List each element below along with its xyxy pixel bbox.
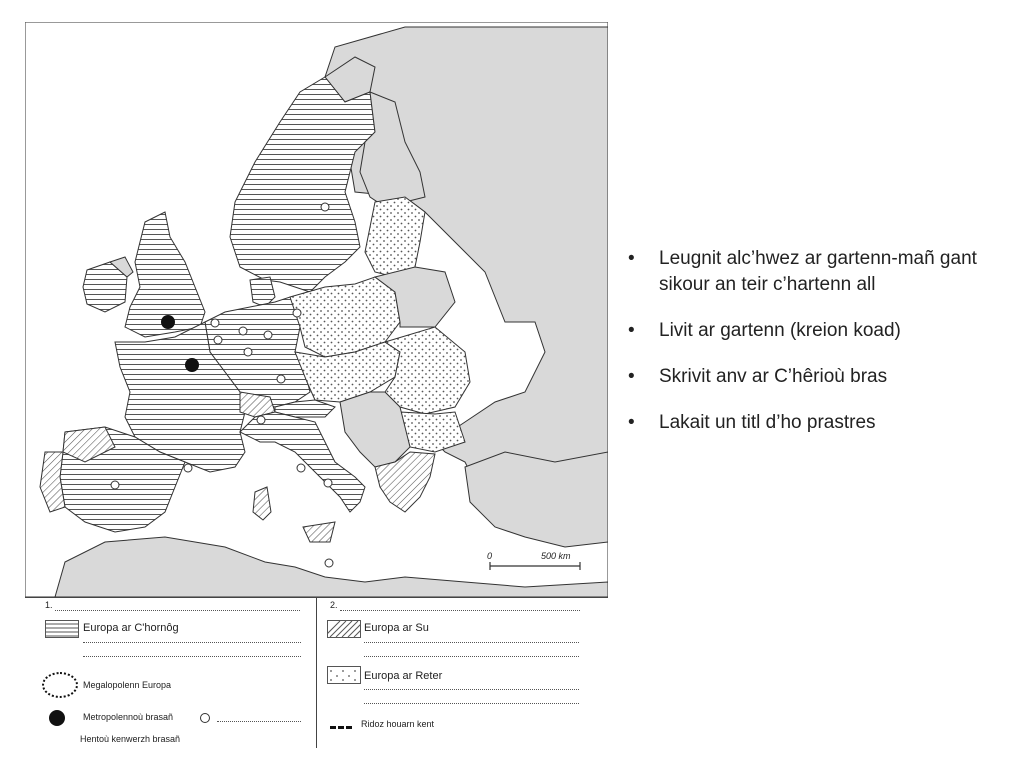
trade-city-symbol xyxy=(200,713,210,723)
instruction-item xyxy=(628,364,1008,390)
bullet: • xyxy=(628,366,635,387)
scale-end: 500 km xyxy=(541,551,571,561)
legend-eastern-europe: Europa ar Reter xyxy=(364,670,443,682)
legend-divider xyxy=(316,598,317,748)
legend-line xyxy=(217,721,301,722)
europe-map xyxy=(25,22,608,597)
megalopolis-symbol xyxy=(42,672,78,698)
legend-line xyxy=(364,703,579,704)
legend-section2-number: 2. xyxy=(330,600,338,610)
legend xyxy=(25,597,608,748)
legend-section1-number: 1. xyxy=(45,600,53,610)
metropolis-london xyxy=(161,315,175,329)
legend-railway: Ridoz houarn kent xyxy=(361,719,435,729)
legend-line xyxy=(364,642,579,643)
instruction-text: Lakait un titl d’ho prastres xyxy=(659,412,876,433)
legend-line xyxy=(83,656,301,657)
legend-line xyxy=(364,656,579,657)
metropolis-symbol xyxy=(49,710,65,726)
swatch-eastern xyxy=(327,666,361,684)
instruction-text: Leugnit alc’hwez ar gartenn-mañ gant sikour an teir c’hartenn all xyxy=(659,248,977,295)
legend-western-europe: Europa ar C'hornôg xyxy=(83,622,179,634)
legend-line xyxy=(364,689,579,690)
instruction-item xyxy=(628,318,1008,344)
instruction-item xyxy=(628,246,1008,298)
metropolis-paris xyxy=(185,358,199,372)
bullet: • xyxy=(628,320,635,341)
legend-line xyxy=(83,642,301,643)
scale-start: 0 xyxy=(487,551,493,561)
legend-metropolises: Metropolennoù brasañ xyxy=(83,712,174,722)
bullet: • xyxy=(628,412,635,433)
swatch-western xyxy=(45,620,79,638)
legend-line xyxy=(55,610,300,611)
swatch-southern xyxy=(327,620,361,638)
legend-megalopolis: Megalopolenn Europa xyxy=(83,680,172,690)
legend-southern-europe: Europa ar Su xyxy=(364,622,429,634)
legend-trade-cities: Hentoù kenwerzh brasañ xyxy=(80,734,181,744)
instruction-text: Livit ar gartenn (kreion koad) xyxy=(659,320,901,341)
legend-line xyxy=(340,610,580,611)
instruction-text: Skrivit anv ar C’hêrioù bras xyxy=(659,366,888,387)
railway-symbol xyxy=(330,726,352,729)
bullet: • xyxy=(628,248,635,269)
instruction-item xyxy=(628,410,1008,436)
instructions-list xyxy=(628,246,1008,456)
